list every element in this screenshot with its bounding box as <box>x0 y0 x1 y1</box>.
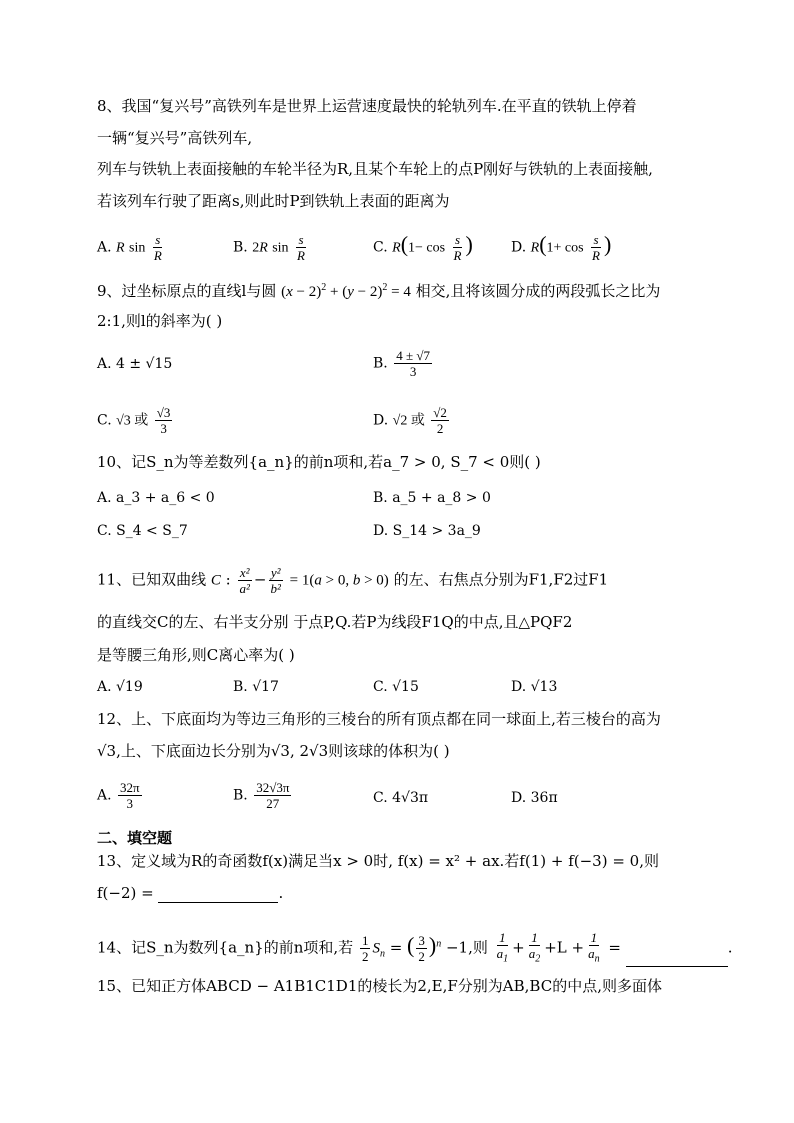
fraction: $\frac{1}{2}$ <box>361 932 369 964</box>
option-letter: D. <box>373 412 389 429</box>
q9-option-b <box>373 348 434 379</box>
q11-line2: 的直线交C的左、右半支分别 于点P,Q.若P为线段F1Q的中点,且△PQF2 <box>97 613 573 631</box>
answer-blank[interactable] <box>626 950 728 967</box>
option-letter: B. <box>233 239 248 256</box>
q12-line1: 12、上、下底面均为等边三角形的三棱台的所有顶点都在同一球面上,若三棱台的高为 <box>97 710 661 728</box>
q11-option-d: D. √13 <box>511 679 558 695</box>
q12-line2: √3,上、下底面边长分别为√3, 2√3则该球的体积为( ) <box>97 742 450 760</box>
fraction: $\frac{s}{R}$ <box>153 232 162 263</box>
q9-text-a: 9、过坐标原点的直线l与圆 <box>97 282 277 300</box>
fraction: $\frac{√3}{3}$ <box>156 405 171 436</box>
option-letter: C. <box>97 412 112 429</box>
option-letter: A. <box>97 239 112 256</box>
q8-option-a: A. R sin $\frac{s}{R}$ <box>97 232 162 263</box>
option-letter: B. <box>233 787 248 804</box>
fraction: $\frac{1}{a_1}$ <box>496 930 509 965</box>
q11-text-b: 的左、右焦点分别为F1,F2过F1 <box>393 570 609 589</box>
q13-line1: 13、定义域为R的奇函数f(x)满足当x > 0时, f(x) = x² + ax.若f(1) + f(−3) = 0,则 <box>97 852 659 870</box>
q11-line3: 是等腰三角形,则C离心率为( ) <box>97 646 295 664</box>
fraction: $\frac{4 \pm √7}{3}$ <box>396 348 430 379</box>
q10-line1: 10、记S_n为等差数列{a_n}的前n项和,若a_7 > 0, S_7 < 0则( ) <box>97 453 541 471</box>
q14-line1: 14、记S_n为数列{a_n}的前n项和,若 $\frac{1}{2}$ $S_n$ = ( $\frac{3}{2}$ )$^n$ −1,则 $\frac{1}{a_1}$ + $\frac{1}{a_2}$ +L + $\frac{1}{a_n}$ = . <box>97 930 733 965</box>
fraction: $\frac{s}{R}$ <box>297 232 305 263</box>
q10-option-b: B. a_5 + a_8 > 0 <box>373 490 491 506</box>
circle-equation: $(x - 2)^2 + (y - 2)^2 = 4$ <box>281 282 411 300</box>
fraction: $\frac{\text{y²}}{\text{b²}}$ <box>270 565 281 596</box>
q8-option-b: B. 2R sin $\frac{s}{R}$ <box>233 232 305 263</box>
fraction: $\frac{√2}{2}$ <box>433 405 447 436</box>
q11-line1: 11、已知双曲线 C : $\frac{\text{x²}}{\text{a²}}$ − $\frac{\text{y²}}{\text{b²}}$ = 1(a > 0, b > 0) 的左、右焦点分别为F1,F2过F1 <box>97 565 609 596</box>
q12-option-d: D. 36π <box>511 790 558 806</box>
q11-text-a: 11、已知双曲线 <box>97 570 207 589</box>
section-title: 二、填空题 <box>97 829 173 847</box>
fraction: $\frac{s}{R}$ <box>453 232 462 263</box>
q11-option-b: B. √17 <box>233 679 279 695</box>
q9-option-c: C. √3 或 $\frac{√3}{3}$ <box>97 405 171 436</box>
q10-option-a: A. a_3 + a_6 < 0 <box>97 490 215 506</box>
q8-line4: 若该列车行驶了距离s,则此时P到铁轨上表面的距离为 <box>97 192 450 210</box>
option-letter: D. <box>511 239 527 256</box>
fraction: $\frac{32√3\pi}{27}$ <box>256 780 290 811</box>
fraction: $\frac{\text{x²}}{\text{a²}}$ <box>239 565 250 596</box>
option-letter: B. <box>373 355 388 372</box>
q12-option-a <box>97 780 144 811</box>
q10-option-d: D. S_14 > 3a_9 <box>373 523 481 539</box>
q9-text-b: 相交,且将该圆分成的两段弧长之比为 <box>415 282 661 300</box>
fraction: $\frac{1}{a_2}$ <box>528 930 541 965</box>
q13-text: f(−2) = <box>97 884 159 902</box>
q14-text-a: 14、记S_n为数列{a_n}的前n项和,若 <box>97 938 354 957</box>
q9-line2: 2:1,则l的斜率为( ) <box>97 312 223 330</box>
q11-option-c: C. √15 <box>373 679 419 695</box>
fraction: $\frac{s}{R}$ <box>592 232 600 263</box>
fraction: $\frac{1}{a_n}$ <box>588 930 600 965</box>
answer-blank[interactable] <box>158 886 278 903</box>
q11-option-a: A. √19 <box>97 679 143 695</box>
q8-line2: 一辆“复兴号”高铁列车, <box>97 129 253 147</box>
q9-option-a: A. 4 ± √15 <box>97 356 173 372</box>
q15-line1: 15、已知正方体ABCD − A1B1C1D1的棱长为2,E,F分别为AB,BC的中点,则多面体 <box>97 977 662 995</box>
fraction: $\frac{3}{2}$ <box>418 932 425 964</box>
option-letter: C. <box>373 239 388 256</box>
q8-line1: 8、我国“复兴号”高铁列车是世界上运营速度最快的轮轨列车.在平直的铁轨上停着 <box>97 97 637 115</box>
q9-option-d: D. √2 或 $\frac{√2}{2}$ <box>373 405 447 436</box>
q12-option-b <box>233 780 293 811</box>
q8-option-c: C. R(1− cos $\frac{s}{R}$ ) <box>373 231 473 263</box>
q14-text-b: −1,则 <box>445 938 488 957</box>
q8-option-d: D. R(1+ cos $\frac{s}{R}$ ) <box>511 231 612 263</box>
q13-line2: f(−2) = . <box>97 884 284 902</box>
option-letter: A. <box>97 787 112 804</box>
q10-option-c: C. S_4 < S_7 <box>97 523 188 539</box>
fraction: $\frac{32\pi}{3}$ <box>120 780 140 811</box>
q12-option-c: C. 4√3π <box>373 790 429 806</box>
q8-line3: 列车与铁轨上表面接触的车轮半径为R,且某个车轮上的点P刚好与铁轨的上表面接触, <box>97 160 653 178</box>
q9-line1 <box>97 278 660 302</box>
